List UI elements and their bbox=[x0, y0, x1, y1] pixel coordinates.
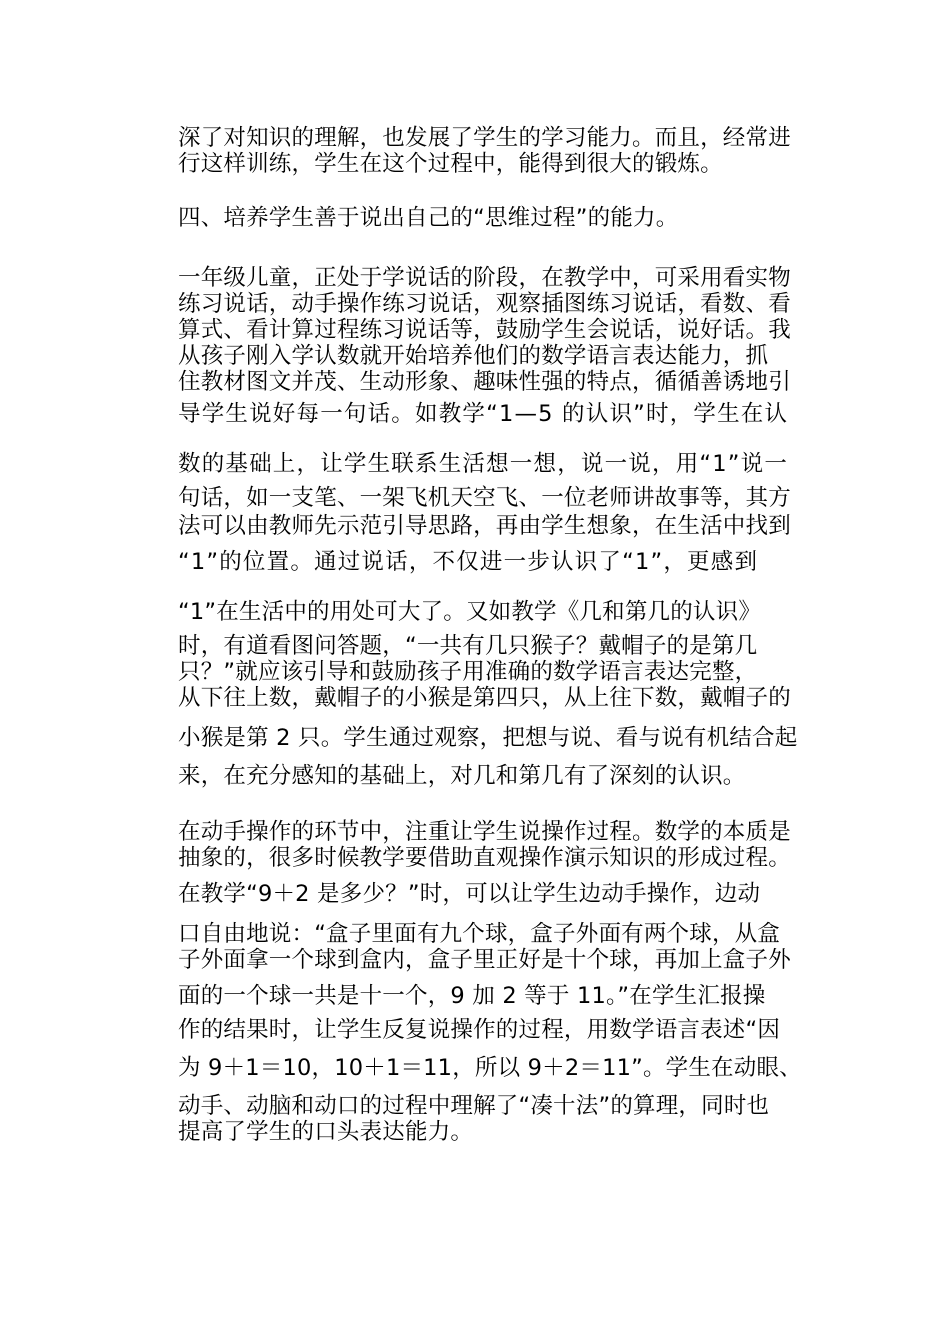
text-line: “1”在生活中的用处可大了。又如教学《几和第几的认识》 bbox=[178, 599, 762, 625]
text-line: 导学生说好每一句话。如教学“1—5 的认识”时，学生在认 bbox=[178, 401, 789, 427]
text-line: 行这样训练，学生在这个过程中，能得到很大的锻炼。 bbox=[178, 151, 723, 177]
text-line: 作的结果时，让学生反复说操作的过程，用数学语言表述“因 bbox=[178, 1017, 781, 1043]
text-line: 数的基础上，让学生联系生活想一想，说一说，用“1”说一 bbox=[178, 451, 789, 477]
text-line: 在动手操作的环节中，注重让学生说操作过程。数学的本质是 bbox=[178, 819, 791, 845]
text-line: 在教学“9＋2 是多少？”时，可以让学生边动手操作，边动 bbox=[178, 881, 761, 907]
text-line: 子外面拿一个球到盒内，盒子里正好是十个球，再加上盒子外 bbox=[178, 947, 791, 973]
text-line: 从孩子刚入学认数就开始培养他们的数学语言表达能力，抓 bbox=[178, 343, 769, 369]
text-line: 深了对知识的理解，也发展了学生的学习能力。而且，经常进 bbox=[178, 125, 791, 151]
text-line: “1”的位置。通过说话，不仅进一步认识了“1”，更感到 bbox=[178, 549, 759, 575]
text-line: 小猴是第 2 只。学生通过观察，把想与说、看与说有机结合起 bbox=[178, 725, 798, 751]
text-line: 住教材图文并茂、生动形象、趣味性强的特点，循循善诱地引 bbox=[178, 369, 791, 395]
text-line: 练习说话，动手操作练习说话，观察插图练习说话，看数、看 bbox=[178, 291, 791, 317]
section-heading: 四、培养学生善于说出自己的“思维过程”的能力。 bbox=[178, 205, 679, 231]
text-line: 面的一个球一共是十一个，9 加 2 等于 11。”在学生汇报操 bbox=[178, 983, 766, 1009]
text-line: 算式、看计算过程练习说话等，鼓励学生会说话，说好话。我 bbox=[178, 317, 791, 343]
text-line: 来，在充分感知的基础上，对几和第几有了深刻的认识。 bbox=[178, 763, 746, 789]
text-line: 法可以由教师先示范引导思路，再由学生想象，在生活中找到 bbox=[178, 513, 791, 539]
text-line: 抽象的，很多时候教学要借助直观操作演示知识的形成过程。 bbox=[178, 845, 791, 871]
text-line: 时，有道看图问答题，“一共有几只猴子？戴帽子的是第几 bbox=[178, 633, 758, 659]
text-line: 句话，如一支笔、一架飞机天空飞、一位老师讲故事等，其方 bbox=[178, 485, 791, 511]
text-line: 为 9＋1＝10，10＋1＝11，所以 9＋2＝11”。学生在动眼、 bbox=[178, 1055, 802, 1081]
text-line: 只？”就应该引导和鼓励孩子用准确的数学语言表达完整， bbox=[178, 659, 758, 685]
text-line: 口自由地说：“盒子里面有九个球，盒子外面有两个球，从盒 bbox=[178, 921, 781, 947]
text-line: 动手、动脑和动口的过程中理解了“凑十法”的算理，同时也 bbox=[178, 1093, 770, 1119]
text-line: 一年级儿童，正处于学说话的阶段，在教学中，可采用看实物 bbox=[178, 265, 791, 291]
text-line: 从下往上数，戴帽子的小猴是第四只，从上往下数，戴帽子的 bbox=[178, 685, 791, 711]
text-line: 提高了学生的口头表达能力。 bbox=[178, 1119, 474, 1145]
